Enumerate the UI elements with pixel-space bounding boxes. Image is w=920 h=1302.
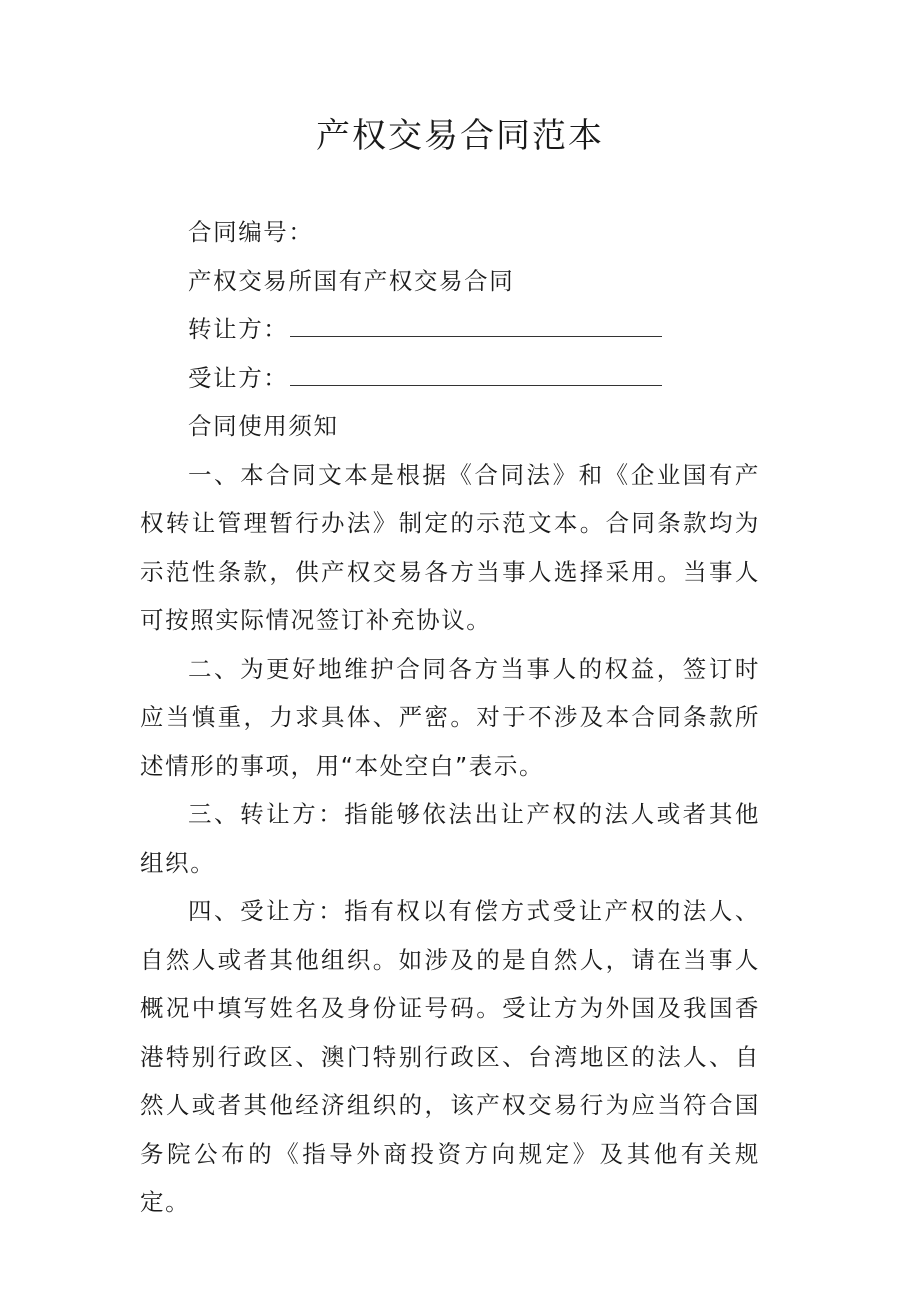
- transferee-label: 受让方：: [188, 363, 289, 392]
- notice-heading-row: [140, 402, 760, 451]
- transferee-row: [140, 354, 760, 403]
- contract-name-row: [140, 257, 760, 306]
- transferor-label: 转让方：: [188, 315, 289, 343]
- transferor-row: [140, 305, 760, 354]
- notice-paragraph-4: 四、受让方：指有权以有偿方式受让产权的法人、自然人或者其他组织。如涉及的是自然人，请在当事人概况中填写姓名及身份证号码。受让方为外国及我国香港特别行政区、澳门特别行政区、台湾地区的法人、自然人或者其他经济组织的，该产权交易行为应当符合国务院公布的《指导外商投资方向规定》及其他有关规定。: [140, 897, 760, 1216]
- transferee-blank-line: [290, 361, 662, 386]
- transferor-blank-line: [290, 312, 662, 337]
- contract-number-label: 合同编号：: [188, 218, 314, 246]
- notice-paragraph-3: 三、转让方：指能够依法出让产权的法人或者其他组织。: [140, 800, 760, 877]
- contract-name: 产权交易所国有产权交易合同: [188, 266, 515, 295]
- notice-paragraph-2: 二、为更好地维护合同各方当事人的权益，签订时应当慎重，力求具体、严密。对于不涉及本合同条款所述情形的事项，用“本处空白”表示。: [140, 654, 760, 780]
- document-title: 产权交易合同范本: [316, 116, 604, 156]
- document-body: [140, 208, 760, 1227]
- notice-paragraph-1: 一、本合同文本是根据《合同法》和《企业国有产权转让管理暂行办法》制定的示范文本。合同条款均为示范性条款，供产权交易各方当事人选择采用。当事人可按照实际情况签订补充协议。: [140, 460, 760, 634]
- contract-number-row: [140, 208, 760, 257]
- notice-heading: 合同使用须知: [188, 412, 339, 440]
